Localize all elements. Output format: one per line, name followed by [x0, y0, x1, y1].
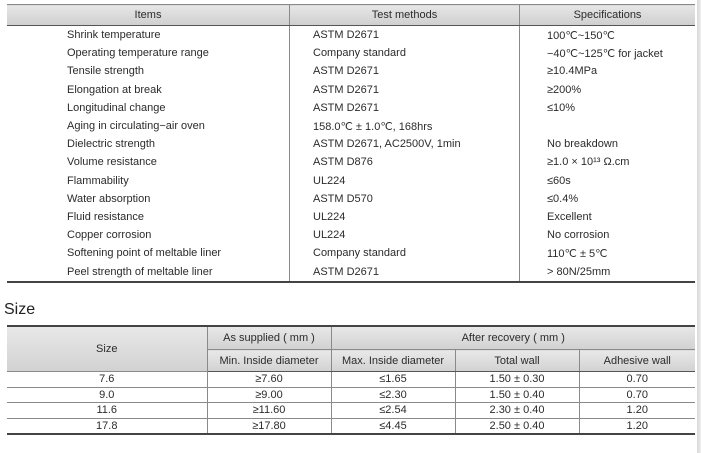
spec-test-method: Company standard — [290, 44, 520, 62]
max-inside-diameter: ≤1.65 — [331, 372, 455, 388]
table-row — [7, 403, 695, 419]
min-inside-diameter: ≥11.60 — [207, 403, 331, 419]
spec-value — [520, 117, 696, 135]
spec-test-method: ASTM D2671 — [290, 26, 520, 45]
table-row — [7, 208, 695, 226]
spec-test-method: 158.0℃ ± 1.0℃, 168hrs — [290, 117, 520, 135]
table-row — [7, 387, 695, 403]
spec-item: Tensile strength — [67, 65, 145, 78]
spec-test-method: ASTM D2671, AC2500V, 1min — [290, 135, 520, 153]
adhesive-wall: 0.70 — [579, 372, 695, 388]
spec-test-method: ASTM D2671 — [290, 81, 520, 99]
header-total-wall: Total wall — [455, 350, 579, 372]
spec-value: ≥1.0 × 10¹³ Ω.cm — [520, 153, 696, 171]
total-wall: 1.50 ± 0.40 — [455, 387, 579, 403]
min-inside-diameter: ≥17.80 — [207, 418, 331, 434]
spec-test-method: ASTM D876 — [290, 153, 520, 171]
size-value: 11.6 — [7, 403, 207, 419]
spec-test-method: ASTM D2671 — [290, 99, 520, 117]
spec-item: Peel strength of meltable liner — [7, 262, 290, 281]
header-adhesive-wall: Adhesive wall — [579, 350, 695, 372]
spec-test-method: UL224 — [290, 172, 520, 190]
table-row — [7, 44, 695, 62]
table-row — [7, 117, 695, 135]
spec-item: Softening point of meltable liner — [67, 247, 222, 260]
spec-test-method: UL224 — [290, 226, 520, 244]
table-row — [7, 190, 695, 208]
specifications-header-row — [7, 5, 695, 26]
header-after-recovery: After recovery ( mm ) — [331, 326, 695, 350]
page-edge-shadow — [697, 0, 701, 453]
size-value: 17.8 — [7, 418, 207, 434]
spec-value: 100℃~150℃ — [520, 26, 696, 45]
header-as-supplied: As supplied ( mm ) — [207, 326, 331, 350]
size-value: 7.6 — [7, 372, 207, 388]
min-inside-diameter: ≥9.00 — [207, 387, 331, 403]
spec-item: Aging in circulating−air oven — [67, 120, 205, 133]
spec-test-method: ASTM D2671 — [290, 262, 520, 281]
spec-item: Operating temperature range — [67, 47, 209, 60]
adhesive-wall: 1.20 — [579, 403, 695, 419]
spec-value: ≥10.4MPa — [520, 62, 696, 80]
header-size: Size — [7, 326, 207, 372]
min-inside-diameter: ≥7.60 — [207, 372, 331, 388]
spec-item: Fluid resistance — [67, 210, 145, 223]
total-wall: 2.30 ± 0.40 — [455, 403, 579, 419]
spec-value: 110℃ ± 5℃ — [520, 244, 696, 262]
max-inside-diameter: ≤2.54 — [331, 403, 455, 419]
size-group-header-row — [7, 326, 695, 350]
spec-test-method: Company standard — [290, 244, 520, 262]
table-row — [7, 244, 695, 262]
table-row — [7, 418, 695, 434]
spec-value: ≤0.4% — [520, 190, 696, 208]
spec-value: Excellent — [520, 208, 696, 226]
spec-item: Elongation at break — [67, 83, 162, 96]
table-row — [7, 372, 695, 388]
header-test-methods: Test methods — [290, 5, 520, 26]
table-row — [7, 172, 695, 190]
spec-item: Longitudinal change — [67, 101, 166, 114]
table-row — [7, 62, 695, 80]
spec-test-method: ASTM D570 — [290, 190, 520, 208]
total-wall: 2.50 ± 0.40 — [455, 418, 579, 434]
spec-test-method: UL224 — [290, 208, 520, 226]
spec-value: No corrosion — [520, 226, 696, 244]
spec-item: Water absorption — [67, 192, 151, 205]
specifications-table — [7, 4, 695, 283]
header-max-inside-diameter: Max. Inside diameter — [331, 350, 455, 372]
max-inside-diameter: ≤4.45 — [331, 418, 455, 434]
header-items: Items — [7, 5, 290, 26]
total-wall: 1.50 ± 0.30 — [455, 372, 579, 388]
spec-item: Copper corrosion — [67, 229, 152, 242]
spec-value: ≤10% — [520, 99, 696, 117]
size-value: 9.0 — [7, 387, 207, 403]
table-row — [7, 99, 695, 117]
spec-value: No breakdown — [520, 135, 696, 153]
spec-item: Volume resistance — [67, 156, 157, 169]
size-table — [7, 325, 695, 435]
spec-value: > 80N/25mm — [520, 262, 696, 281]
table-row — [7, 135, 695, 153]
spec-item: Dielectric strength — [67, 138, 156, 151]
size-section-heading: Size — [4, 301, 36, 318]
spec-item: Shrink temperature — [67, 29, 161, 42]
spec-value: ≥200% — [520, 81, 696, 99]
spec-value: ≤60s — [520, 172, 696, 190]
adhesive-wall: 0.70 — [579, 387, 695, 403]
table-row — [7, 262, 695, 281]
spec-value: −40℃~125℃ for jacket — [520, 44, 696, 62]
header-min-inside-diameter: Min. Inside diameter — [207, 350, 331, 372]
table-row — [7, 153, 695, 171]
table-row — [7, 226, 695, 244]
table-row — [7, 81, 695, 99]
max-inside-diameter: ≤2.30 — [331, 387, 455, 403]
table-row — [7, 26, 695, 45]
header-specifications: Specifications — [520, 5, 696, 26]
spec-test-method: ASTM D2671 — [290, 62, 520, 80]
spec-item: Flammability — [67, 174, 129, 187]
adhesive-wall: 1.20 — [579, 418, 695, 434]
